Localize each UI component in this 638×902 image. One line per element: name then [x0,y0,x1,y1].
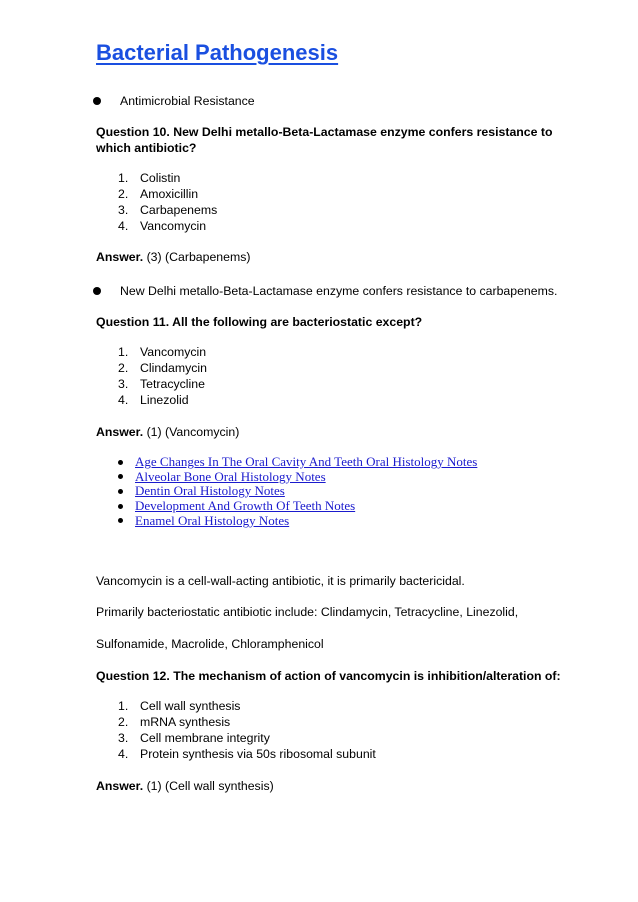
bullet-icon [118,489,123,494]
list-item [118,513,477,528]
list-item [118,483,477,498]
answer-text: (1) (Vancomycin) [143,425,240,439]
answer-text: (3) (Carbapenems) [143,250,251,264]
option-item: 1. Colistin [118,171,181,185]
option-item: 3. Carbapenems [118,203,218,217]
answer-label: Answer. [96,425,144,439]
bullet-icon [118,504,123,509]
answer-label: Answer. [96,250,144,264]
question-12-text: Question 12. The mechanism of action of vancomycin is inhibition/alteration of: [96,669,561,683]
link-age-changes[interactable]: Age Changes In The Oral Cavity And Teeth Oral Histology Notes [135,454,478,469]
bullet-icon [93,97,101,105]
bullet-icon [118,518,123,523]
note-line-1: Vancomycin is a cell-wall-acting antibiotic, it is primarily bactericidal. [96,574,465,588]
bullet-icon [118,460,123,465]
list-item [118,454,477,469]
link-alveolar-bone[interactable]: Alveolar Bone Oral Histology Notes [135,468,326,484]
question-11-text: Question 11. All the following are bacteriostatic except? [96,315,423,329]
question-11-options [118,345,207,409]
topic-bullet-text: Antimicrobial Resistance [120,94,255,108]
question-10-line2: which antibiotic? [96,141,197,155]
option-item: 4. Protein synthesis via 50s ribosomal subunit [118,747,376,761]
question-11-answer [96,425,239,439]
question-12-options [118,699,376,763]
question-12-answer [96,779,274,793]
option-item: 3. Tetracycline [118,377,205,391]
answer-label: Answer. [96,779,144,793]
link-development-growth[interactable]: Development And Growth Of Teeth Notes [135,498,356,514]
note-line-2: Primarily bacteriostatic antibiotic include: Clindamycin, Tetracycline, Linezolid, [96,605,519,619]
related-links-list [118,454,477,527]
note-line-3: Sulfonamide, Macrolide, Chloramphenicol [96,637,324,651]
bullet-icon [93,287,101,295]
answer-text: (1) (Cell wall synthesis) [143,779,274,793]
option-item: 1. Cell wall synthesis [118,699,241,713]
option-item: 4. Linezolid [118,393,189,407]
list-item [118,469,477,484]
question-10-line1: Question 10. New Delhi metallo-Beta-Lactamase enzyme confers resistance to [96,125,553,139]
link-dentin[interactable]: Dentin Oral Histology Notes [135,483,285,499]
question-10-options [118,171,217,235]
option-item: 2. Clindamycin [118,361,207,375]
list-item [118,498,477,513]
question-10-explanation: New Delhi metallo-Beta-Lactamase enzyme confers resistance to carbapenems. [120,284,558,298]
page-title: Bacterial Pathogenesis [96,40,339,65]
option-item: 2. mRNA synthesis [118,715,231,729]
option-item: 1. Vancomycin [118,345,207,359]
option-item: 2. Amoxicillin [118,187,199,201]
option-item: 3. Cell membrane integrity [118,731,270,745]
option-item: 4. Vancomycin [118,219,207,233]
bullet-icon [118,474,123,479]
link-enamel[interactable]: Enamel Oral Histology Notes [135,512,290,528]
question-10-answer [96,250,250,264]
